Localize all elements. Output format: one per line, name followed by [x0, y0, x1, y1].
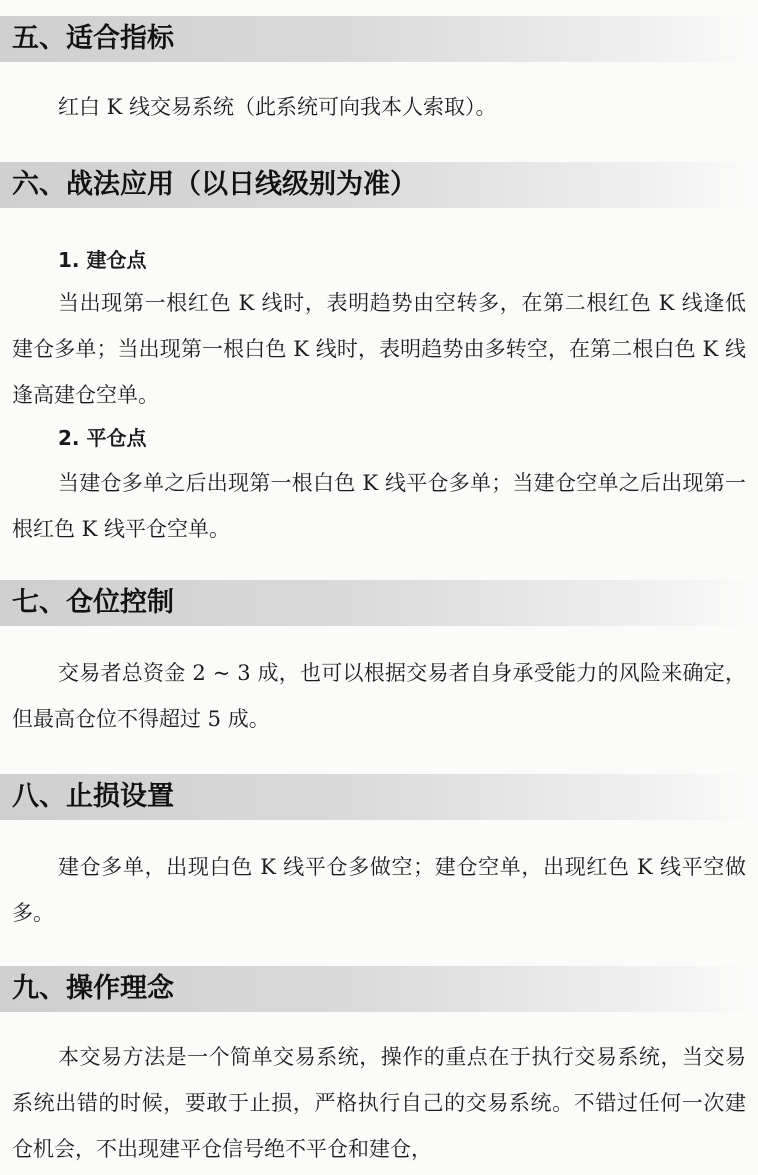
- subsection-title: 2. 平仓点: [58, 426, 147, 450]
- section-paragraph: 建仓多单，出现白色 K 线平仓多做空；建仓空单，出现红色 K 线平空做多。: [12, 855, 746, 925]
- section-heading: 七、仓位控制: [12, 587, 174, 618]
- subsection-paragraph: 当出现第一根红色 K 线时，表明趋势由空转多，在第二根红色 K 线逢低建仓多单；当出现第一根白色 K 线时，表明趋势由多转空，在第二根白色 K 线逢高建仓空单。: [12, 291, 746, 407]
- subsection-paragraph: 当建仓多单之后出现第一根白色 K 线平仓多单；当建仓空单之后出现第一根红色 K 线平仓空单。: [12, 471, 746, 541]
- section-heading: 八、止损设置: [12, 781, 174, 812]
- section-heading-bar: [0, 774, 758, 820]
- subsection-title: 1. 建仓点: [58, 248, 147, 272]
- section-paragraph: 交易者总资金 2 ~ 3 成，也可以根据交易者自身承受能力的风险来确定，但最高仓位不得超过 5 成。: [12, 661, 746, 731]
- section-heading-bar: [0, 16, 758, 62]
- section-heading-bar: [0, 162, 758, 208]
- section-heading-bar: [0, 580, 758, 626]
- section-heading: 六、战法应用（以日线级别为准）: [12, 169, 417, 200]
- section-paragraph: 红白 K 线交易系统（此系统可向我本人索取）。: [58, 95, 497, 119]
- section-heading: 九、操作理念: [12, 973, 174, 1004]
- section-heading-bar: [0, 966, 758, 1012]
- section-paragraph: 本交易方法是一个简单交易系统，操作的重点在于执行交易系统，当交易系统出错的时候，要敢于止损，严格执行自己的交易系统。不错过任何一次建仓机会，不出现建平仓信号绝不平仓和建仓，: [12, 1045, 746, 1161]
- section-heading: 五、适合指标: [12, 23, 174, 54]
